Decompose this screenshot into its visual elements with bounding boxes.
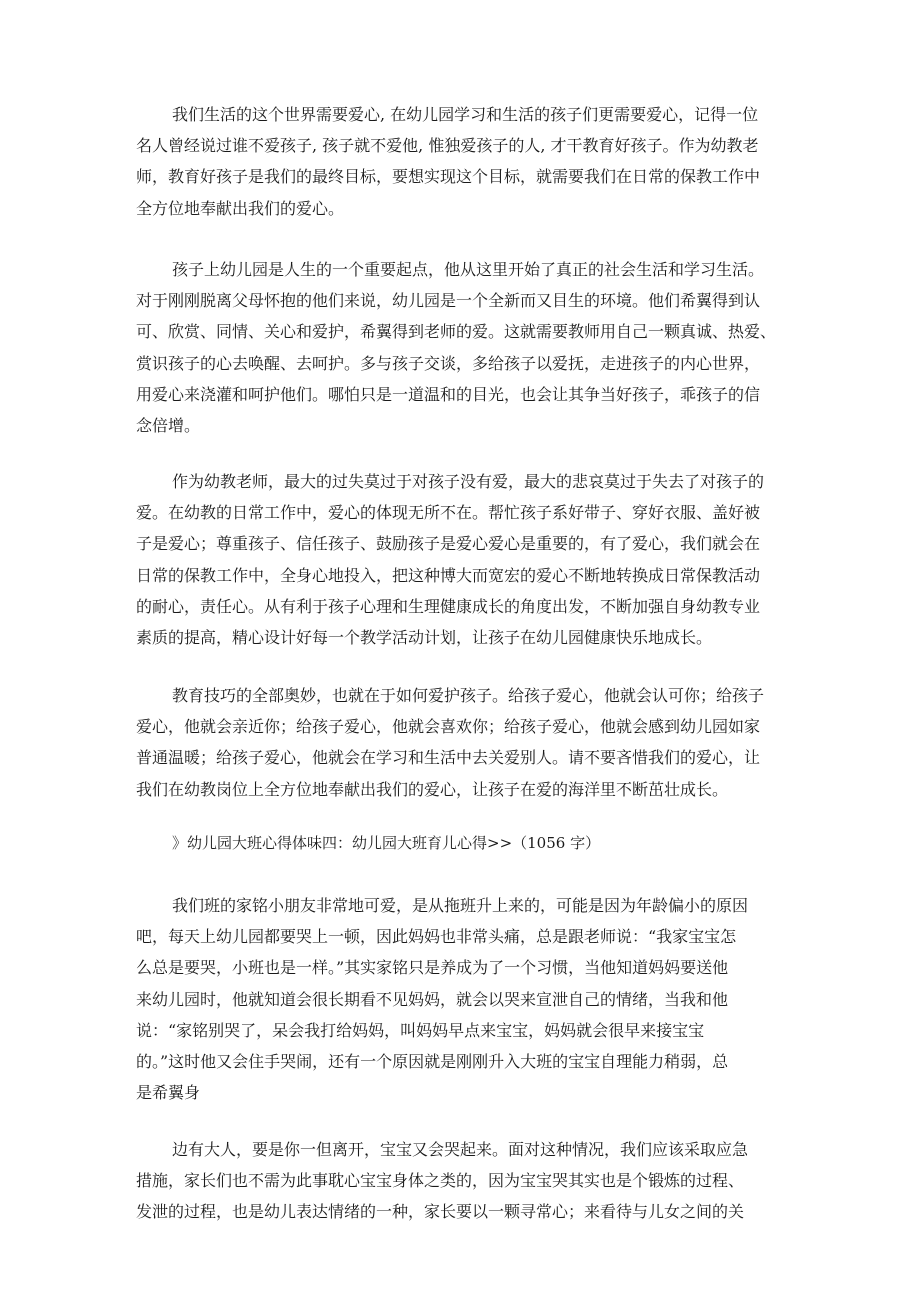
text-line: 的。”这时他又会住手哭闹，还有一个原因就是刚刚升入大班的宝宝自理能力稍弱，总 xyxy=(136,1051,729,1071)
text-line: 用爱心来浇灌和呵护他们。哪怕只是一道温和的目光，也会让其争当好孩子，乖孩子的信 xyxy=(136,384,761,404)
text-line: 可、欣赏、同情、关心和爱护，希翼得到老师的爱。这就需要教师用自己一颗真诚、热爱、 xyxy=(136,322,777,342)
text-line: 教育技巧的全部奥妙，也就在于如何爱护孩子。给孩子爱心，他就会认可你；给孩子 xyxy=(172,686,765,705)
text-line: 孩子上幼儿园是人生的一个重要起点，他从这里开始了真正的社会生活和学习生活。 xyxy=(172,260,765,279)
text-line: 作为幼教老师，最大的过失莫过于对孩子没有爱，最大的悲哀莫过于失去了对孩子的 xyxy=(172,472,765,491)
text-line: 我们在幼教岗位上全方位地奉献出我们的爱心，让孩子在爱的海洋里不断茁壮成长。 xyxy=(136,779,729,799)
paragraph-3 xyxy=(136,466,796,653)
paragraph-1 xyxy=(136,99,796,224)
text-line: 的耐心，责任心。从有利于孩子心理和生理健康成长的角度出发，不断加强自身幼教专业 xyxy=(136,596,761,616)
text-line: 我们班的家铭小朋友非常地可爱，是从拖班升上来的，可能是因为年龄偏小的原因 xyxy=(172,896,749,915)
text-line: 么总是要哭，小班也是一样。”其实家铭只是养成为了一个习惯，当他知道妈妈要送他 xyxy=(136,958,729,978)
text-line: 普通温暖；给孩子爱心，他就会在学习和生活中去关爱别人。请不要吝惜我们的爱心，让 xyxy=(136,748,761,768)
text-line: 对于刚刚脱离父母怀抱的他们来说，幼儿园是一个全新而又目生的环境。他们希翼得到认 xyxy=(136,291,761,311)
text-line: 吧，每天上幼儿园都要哭上一顿，因此妈妈也非常头痛，总是跟老师说：“我家宝宝怎 xyxy=(136,927,737,947)
section-heading: 》幼儿园大班心得体味四：幼儿园大班育儿心得>>（1056 字） xyxy=(172,834,601,852)
text-line: 我们生活的这个世界需要爱心, 在幼儿园学习和生活的孩子们更需要爱心，记得一位 xyxy=(172,105,759,124)
text-line: 来幼儿园时，他就知道会很长期看不见妈妈，就会以哭来宣泄自己的情绪，当我和他 xyxy=(136,989,729,1009)
text-line: 发泄的过程，也是幼儿表达情绪的一种，家长要以一颗寻常心；来看待与儿女之间的关 xyxy=(136,1202,745,1222)
text-line: 素质的提高，精心设计好每一个教学活动计划，让孩子在幼儿园健康快乐地成长。 xyxy=(136,627,713,647)
text-line: 子是爱心；尊重孩子、信任孩子、鼓励孩子是爱心爱心是重要的，有了爱心，我们就会在 xyxy=(136,534,761,554)
text-line: 全方位地奉献出我们的爱心。 xyxy=(136,198,345,218)
paragraph-5 xyxy=(136,890,796,1108)
paragraph-2 xyxy=(136,254,796,441)
text-line: 措施，家长们也不需为此事耽心宝宝身体之类的，因为宝宝哭其实也是个锻炼的过程、 xyxy=(136,1171,745,1191)
text-line: 日常的保教工作中，全身心地投入，把这种博大而宽宏的爱心不断地转换成日常保教活动 xyxy=(136,565,761,585)
paragraph-6 xyxy=(136,1134,796,1228)
text-line: 名人曾经说过谁不爱孩子, 孩子就不爱他, 惟独爱孩子的人, 才干教育好孩子。作为幼教老 xyxy=(136,136,759,156)
text-line: 是希翼身 xyxy=(136,1083,201,1103)
text-line: 爱。在幼教的日常工作中，爱心的体现无所不在。帮忙孩子系好带子、穿好衣服、盖好被 xyxy=(136,503,761,523)
text-line: 赏识孩子的心去唤醒、去呵护。多与孩子交谈，多给孩子以爱抚，走进孩子的内心世界， xyxy=(136,353,761,373)
text-line: 说：“家铭别哭了，呆会我打给妈妈，叫妈妈早点来宝宝，妈妈就会很早来接宝宝 xyxy=(136,1020,705,1040)
text-line: 念倍增。 xyxy=(136,415,201,435)
text-line: 爱心，他就会亲近你；给孩子爱心，他就会喜欢你；给孩子爱心，他就会感到幼儿园如家 xyxy=(136,717,761,737)
paragraph-4 xyxy=(136,680,796,805)
text-line: 师，教育好孩子是我们的最终目标，要想实现这个目标，就需要我们在日常的保教工作中 xyxy=(136,167,761,187)
text-line: 边有大人，要是你一但离开，宝宝又会哭起来。面对这种情况，我们应该采取应急 xyxy=(172,1140,749,1159)
